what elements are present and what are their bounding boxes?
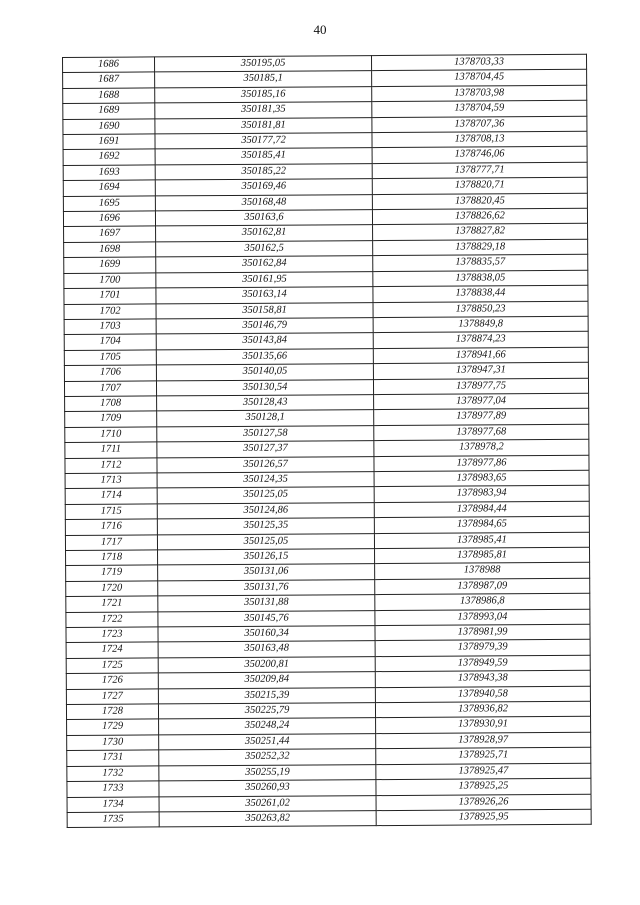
point-number-cell: 1700: [64, 273, 156, 289]
y-coordinate-cell: 1378984,65: [374, 516, 589, 533]
y-coordinate-cell: 1378943,38: [375, 671, 590, 688]
x-coordinate-cell: 350140,05: [156, 364, 373, 381]
y-coordinate-cell: 1378703,33: [371, 54, 586, 71]
x-coordinate-cell: 350163,14: [156, 287, 373, 304]
x-coordinate-cell: 350162,84: [156, 256, 373, 273]
y-coordinate-cell: 1378850,23: [373, 301, 588, 318]
point-number-cell: 1690: [63, 119, 155, 135]
y-coordinate-cell: 1378777,71: [372, 162, 587, 179]
point-number-cell: 1687: [63, 72, 155, 88]
x-coordinate-cell: 350125,35: [157, 518, 374, 535]
y-coordinate-cell: 1378981,99: [375, 624, 590, 641]
x-coordinate-cell: 350209,84: [158, 672, 375, 689]
x-coordinate-cell: 350260,93: [159, 780, 376, 797]
point-number-cell: 1732: [67, 766, 159, 782]
x-coordinate-cell: 350162,81: [156, 225, 373, 242]
y-coordinate-cell: 1378746,06: [372, 147, 587, 164]
point-number-cell: 1718: [66, 550, 158, 566]
x-coordinate-cell: 350252,32: [159, 749, 376, 766]
point-number-cell: 1730: [67, 735, 159, 751]
y-coordinate-cell: 1378949,59: [375, 655, 590, 672]
point-number-cell: 1705: [64, 350, 156, 366]
y-coordinate-cell: 1378977,68: [374, 424, 589, 441]
point-number-cell: 1721: [66, 596, 158, 612]
x-coordinate-cell: 350124,86: [157, 502, 374, 519]
x-coordinate-cell: 350168,48: [155, 194, 372, 211]
y-coordinate-cell: 1378979,39: [375, 640, 590, 657]
x-coordinate-cell: 350130,54: [156, 379, 373, 396]
y-coordinate-cell: 1378820,45: [372, 193, 587, 210]
point-number-cell: 1698: [64, 242, 156, 258]
point-number-cell: 1691: [63, 134, 155, 150]
point-number-cell: 1733: [67, 781, 159, 797]
x-coordinate-cell: 350181,35: [155, 102, 372, 119]
y-coordinate-cell: 1378829,18: [373, 239, 588, 256]
x-coordinate-cell: 350185,1: [155, 71, 372, 88]
y-coordinate-cell: 1378925,47: [376, 763, 591, 780]
point-number-cell: 1708: [65, 396, 157, 412]
y-coordinate-cell: 1378704,45: [372, 70, 587, 87]
y-coordinate-cell: 1378977,86: [374, 455, 589, 472]
x-coordinate-cell: 350255,19: [159, 764, 376, 781]
x-coordinate-cell: 350169,46: [155, 179, 372, 196]
point-number-cell: 1735: [67, 812, 159, 828]
x-coordinate-cell: 350251,44: [159, 733, 376, 750]
y-coordinate-cell: 1378985,41: [374, 532, 589, 549]
point-number-cell: 1709: [65, 411, 157, 427]
x-coordinate-cell: 350181,81: [155, 117, 372, 134]
y-coordinate-cell: 1378985,81: [375, 547, 590, 564]
point-number-cell: 1729: [67, 719, 159, 735]
point-number-cell: 1688: [63, 88, 155, 104]
point-number-cell: 1727: [66, 689, 158, 705]
x-coordinate-cell: 350127,37: [157, 441, 374, 458]
y-coordinate-cell: 1378820,71: [372, 178, 587, 195]
point-number-cell: 1714: [65, 488, 157, 504]
point-number-cell: 1704: [64, 334, 156, 350]
x-coordinate-cell: 350163,6: [155, 210, 372, 227]
x-coordinate-cell: 350126,15: [158, 549, 375, 566]
point-number-cell: 1693: [63, 165, 155, 181]
y-coordinate-cell: 1378988: [375, 563, 590, 580]
y-coordinate-cell: 1378986,8: [375, 594, 590, 611]
point-number-cell: 1726: [66, 673, 158, 689]
x-coordinate-cell: 350195,05: [155, 56, 372, 73]
point-number-cell: 1719: [66, 565, 158, 581]
y-coordinate-cell: 1378947,31: [373, 362, 588, 379]
point-number-cell: 1713: [65, 473, 157, 489]
x-coordinate-cell: 350185,41: [155, 148, 372, 165]
y-coordinate-cell: 1378977,89: [374, 409, 589, 426]
y-coordinate-cell: 1378983,94: [374, 486, 589, 503]
y-coordinate-cell: 1378835,57: [373, 255, 588, 272]
y-coordinate-cell: 1378874,23: [373, 332, 588, 349]
point-number-cell: 1697: [64, 226, 156, 242]
point-number-cell: 1731: [67, 750, 159, 766]
y-coordinate-cell: 1378704,59: [372, 101, 587, 118]
y-coordinate-cell: 1378708,13: [372, 131, 587, 148]
y-coordinate-cell: 1378930,91: [376, 717, 591, 734]
x-coordinate-cell: 350126,57: [157, 456, 374, 473]
x-coordinate-cell: 350215,39: [158, 687, 375, 704]
y-coordinate-cell: 1378978,2: [374, 439, 589, 456]
x-coordinate-cell: 350131,06: [158, 564, 375, 581]
page-number: 40: [313, 22, 327, 37]
point-number-cell: 1694: [63, 180, 155, 196]
x-coordinate-cell: 350125,05: [157, 533, 374, 550]
point-number-cell: 1710: [65, 427, 157, 443]
x-coordinate-cell: 350127,58: [157, 425, 374, 442]
x-coordinate-cell: 350163,48: [158, 641, 375, 658]
y-coordinate-cell: 1378977,04: [374, 393, 589, 410]
y-coordinate-cell: 1378703,98: [372, 85, 587, 102]
point-number-cell: 1724: [66, 642, 158, 658]
point-number-cell: 1707: [64, 380, 156, 396]
x-coordinate-cell: 350225,79: [158, 703, 375, 720]
y-coordinate-cell: 1378827,82: [373, 224, 588, 241]
x-coordinate-cell: 350185,16: [155, 86, 372, 103]
y-coordinate-cell: 1378941,66: [373, 347, 588, 364]
y-coordinate-cell: 1378925,95: [376, 809, 591, 826]
point-number-cell: 1725: [66, 658, 158, 674]
point-number-cell: 1696: [63, 211, 155, 227]
x-coordinate-cell: 350160,34: [158, 626, 375, 643]
x-coordinate-cell: 350125,05: [157, 487, 374, 504]
y-coordinate-cell: 1378940,58: [375, 686, 590, 703]
y-coordinate-cell: 1378926,26: [376, 794, 591, 811]
point-number-cell: 1728: [66, 704, 158, 720]
point-number-cell: 1701: [64, 288, 156, 304]
y-coordinate-cell: 1378977,75: [373, 378, 588, 395]
coordinates-table: [62, 54, 592, 829]
y-coordinate-cell: 1378849,8: [373, 316, 588, 333]
y-coordinate-cell: 1378993,04: [375, 609, 590, 626]
point-number-cell: 1720: [66, 581, 158, 597]
y-coordinate-cell: 1378987,09: [375, 578, 590, 595]
x-coordinate-cell: 350161,95: [156, 271, 373, 288]
y-coordinate-cell: 1378984,44: [374, 501, 589, 518]
point-number-cell: 1695: [63, 196, 155, 212]
point-number-cell: 1712: [65, 457, 157, 473]
y-coordinate-cell: 1378707,36: [372, 116, 587, 133]
x-coordinate-cell: 350128,43: [157, 395, 374, 412]
point-number-cell: 1689: [63, 103, 155, 119]
x-coordinate-cell: 350248,24: [159, 718, 376, 735]
y-coordinate-cell: 1378838,44: [373, 285, 588, 302]
x-coordinate-cell: 350261,02: [159, 795, 376, 812]
x-coordinate-cell: 350177,72: [155, 133, 372, 150]
x-coordinate-cell: 350200,81: [158, 656, 375, 673]
point-number-cell: 1716: [65, 519, 157, 535]
y-coordinate-cell: 1378838,05: [373, 270, 588, 287]
point-number-cell: 1703: [64, 319, 156, 335]
point-number-cell: 1686: [63, 57, 155, 73]
point-number-cell: 1699: [64, 257, 156, 273]
x-coordinate-cell: 350162,5: [156, 240, 373, 257]
x-coordinate-cell: 350135,66: [156, 348, 373, 365]
y-coordinate-cell: 1378925,25: [376, 778, 591, 795]
y-coordinate-cell: 1378928,97: [376, 732, 591, 749]
x-coordinate-cell: 350263,82: [159, 811, 376, 828]
x-coordinate-cell: 350131,88: [158, 595, 375, 612]
y-coordinate-cell: 1378925,71: [376, 748, 591, 765]
point-number-cell: 1734: [67, 796, 159, 812]
x-coordinate-cell: 350145,76: [158, 610, 375, 627]
table-row: [67, 809, 591, 828]
x-coordinate-cell: 350124,35: [157, 472, 374, 489]
x-coordinate-cell: 350131,76: [158, 579, 375, 596]
point-number-cell: 1717: [65, 535, 157, 551]
x-coordinate-cell: 350185,22: [155, 163, 372, 180]
point-number-cell: 1722: [66, 612, 158, 628]
x-coordinate-cell: 350146,79: [156, 318, 373, 335]
point-number-cell: 1706: [64, 365, 156, 381]
point-number-cell: 1692: [63, 149, 155, 165]
coordinates-table-body: [63, 54, 592, 827]
y-coordinate-cell: 1378983,65: [374, 470, 589, 487]
y-coordinate-cell: 1378826,62: [372, 208, 587, 225]
point-number-cell: 1723: [66, 627, 158, 643]
x-coordinate-cell: 350128,1: [157, 410, 374, 427]
x-coordinate-cell: 350143,84: [156, 333, 373, 350]
x-coordinate-cell: 350158,81: [156, 302, 373, 319]
point-number-cell: 1715: [65, 504, 157, 520]
y-coordinate-cell: 1378936,82: [375, 701, 590, 718]
point-number-cell: 1702: [64, 303, 156, 319]
point-number-cell: 1711: [65, 442, 157, 458]
